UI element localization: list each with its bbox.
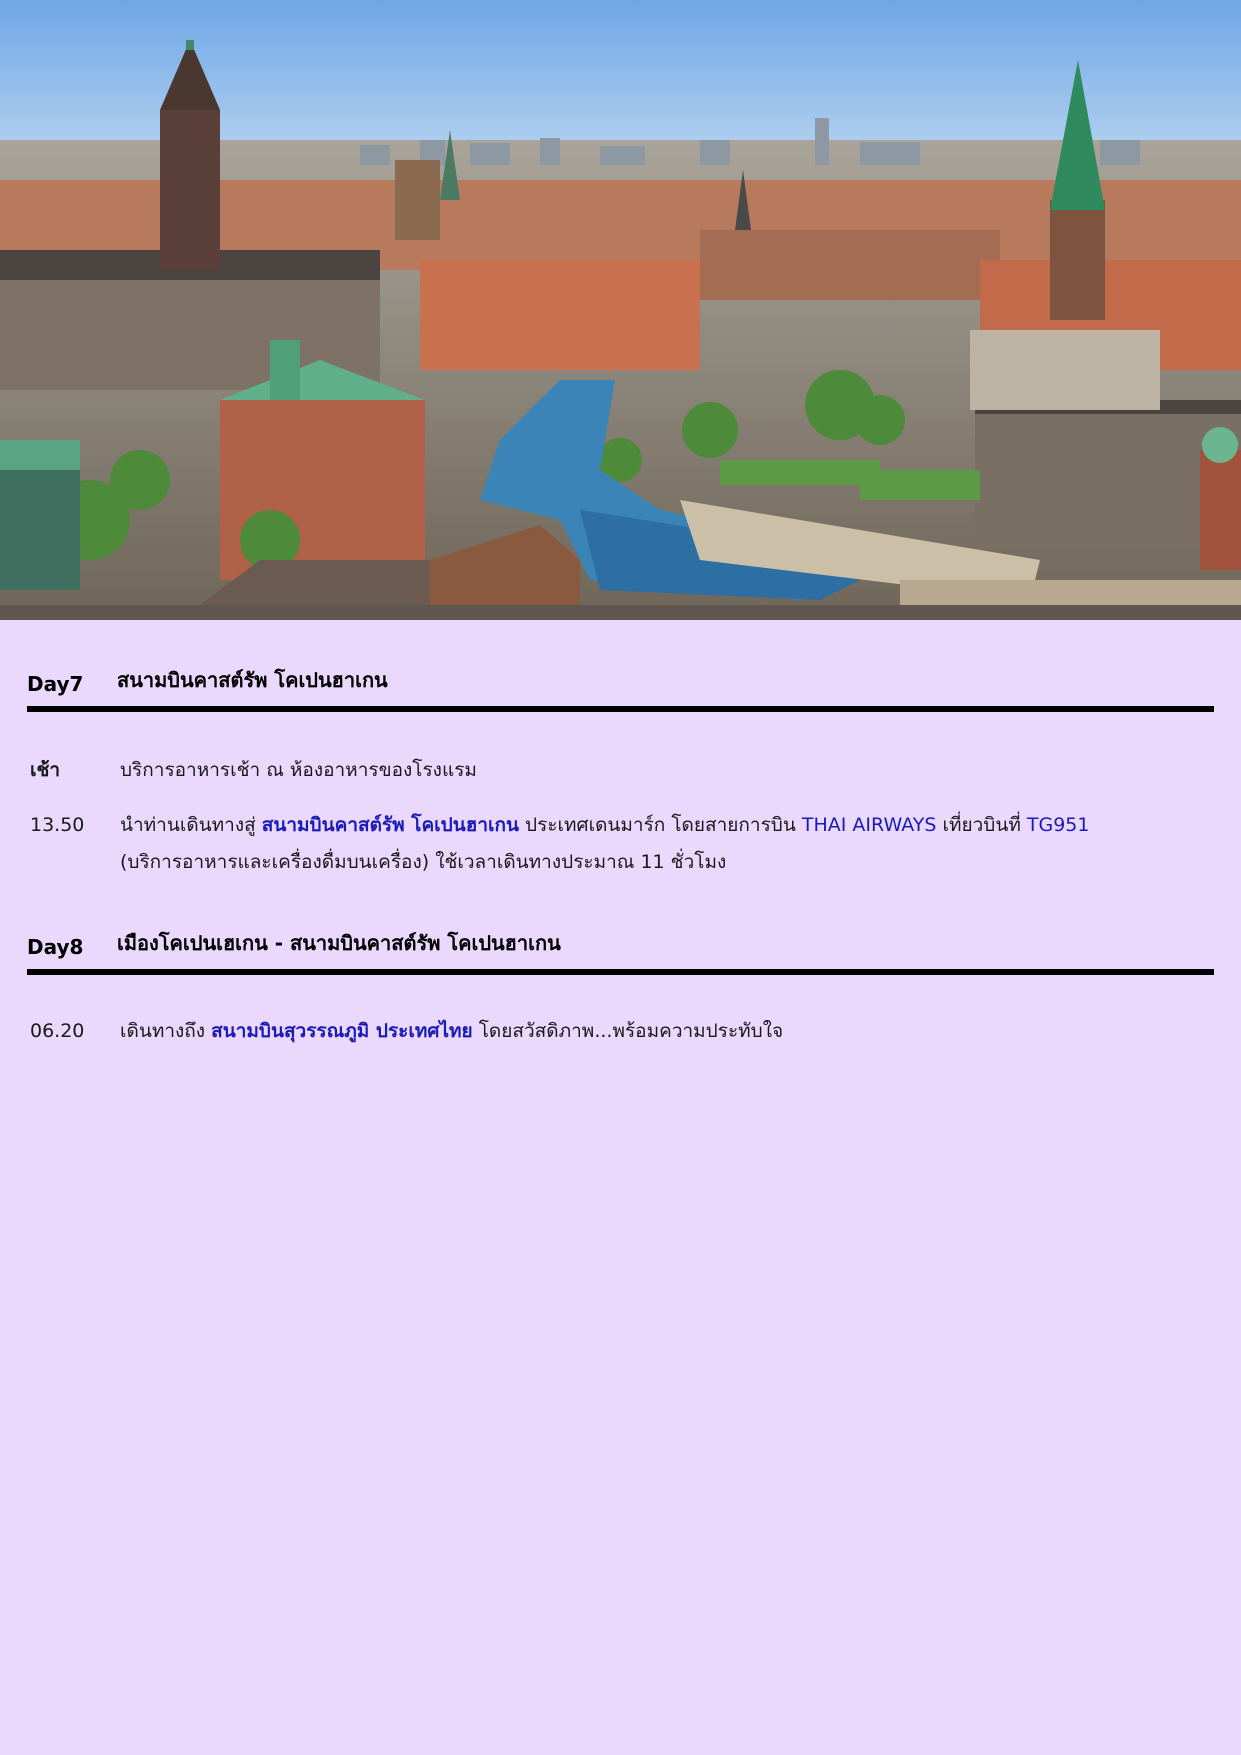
airline-highlight: THAI AIRWAYS	[801, 814, 937, 836]
day8-divider	[27, 969, 1214, 975]
text-segment: (บริการอาหารและเครื่องดื่มบนเครื่อง) ใช้เวลาเดินทางประมาณ 11 ชั่วโมง	[120, 851, 727, 873]
row-time: เช้า	[30, 759, 61, 781]
day8-header	[27, 923, 1214, 959]
row-text	[120, 1013, 1210, 1050]
day7-row-breakfast	[30, 752, 1210, 789]
text-segment: โดยสวัสดิภาพ...พร้อมความประทับใจ	[472, 1020, 784, 1042]
row-time: 13.50	[30, 814, 85, 836]
day8-row-arrival	[30, 1013, 1210, 1050]
airport-highlight: สนามบินคาสต์รัพ โคเปนฮาเกน	[261, 814, 519, 836]
day7-row-flight	[30, 807, 1210, 881]
hero-photo	[0, 0, 1241, 620]
row-text	[120, 807, 1210, 881]
day8-label: Day8	[27, 935, 84, 959]
flight-number-highlight: TG951	[1026, 814, 1090, 836]
day8-title: เมืองโคเปนเฮเกน - สนามบินคาสต์รัพ โคเปนฮาเกน	[117, 931, 561, 955]
text-segment: นำท่านเดินทางสู่	[120, 814, 262, 836]
day7-divider	[27, 706, 1214, 712]
row-time: 06.20	[30, 1020, 85, 1042]
text-segment: ประเทศเดนมาร์ก โดยสายการบิน	[518, 814, 802, 836]
day7-header	[27, 660, 1214, 696]
day7-label: Day7	[27, 672, 84, 696]
day7-title: สนามบินคาสต์รัพ โคเปนฮาเกน	[117, 668, 388, 692]
text-segment: เที่ยวบินที่	[936, 814, 1027, 836]
row-text: บริการอาหารเช้า ณ ห้องอาหารของโรงแรม	[120, 759, 477, 781]
text-segment: เดินทางถึง	[120, 1020, 212, 1042]
airport-highlight: สนามบินสุวรรณภูมิ ประเทศไทย	[211, 1020, 473, 1042]
copenhagen-cityscape-photo	[0, 0, 1241, 620]
